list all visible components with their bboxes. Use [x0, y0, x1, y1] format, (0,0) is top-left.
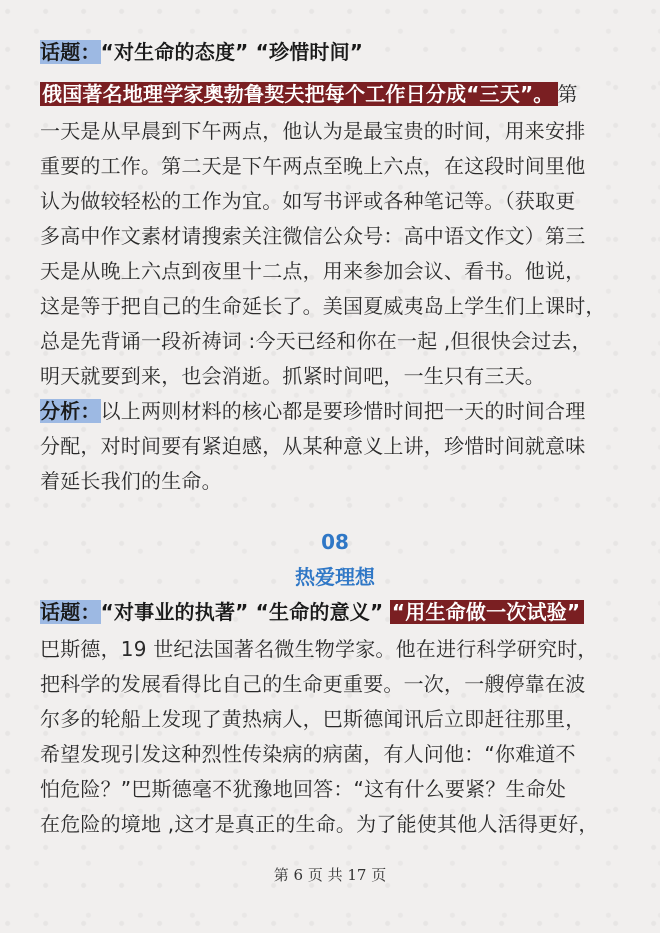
paragraph-line: 在危险的境地 ,这才是真正的生命。为了能使其他人活得更好，	[40, 812, 599, 836]
paragraph-line: 着延长我们的生命。	[40, 469, 222, 493]
topic-label: 话题：	[40, 600, 101, 624]
analysis-line	[40, 395, 630, 427]
topic-label: 话题：	[40, 40, 101, 64]
line-continuation: 第	[557, 82, 578, 106]
paragraph-line: 明天就要到来，也会消逝。抓紧时间吧，一生只有三天。	[40, 364, 545, 388]
paragraph-line: 分配，对时间要有紧迫感，从某种意义上讲，珍惜时间就意味	[40, 434, 586, 458]
paragraph-line: 认为做较轻松的工作为宜。如写书评或各种笔记等。（获取更	[40, 189, 576, 213]
paragraph-line: 天是从晚上六点到夜里十二点，用来参加会议、看书。他说，	[40, 259, 586, 283]
paragraph-line: 重要的工作。第二天是下午两点至晚上六点，在这段时间里他	[40, 154, 586, 178]
analysis-text: 以上两则材料的核心都是要珍惜时间把一天的时间合理	[100, 399, 586, 423]
paragraph-line: 一天是从早晨到下午两点，他认为是最宝贵的时间，用来安排	[40, 119, 586, 143]
page-footer: 第 6 页 共 17 页	[273, 866, 387, 884]
topic-text: “对生命的态度” “珍惜时间”	[100, 40, 364, 64]
topic-line-1	[40, 36, 630, 68]
paragraph-line: 把科学的发展看得比自己的生命更重要。一次，一艘停靠在波	[40, 672, 586, 696]
section-title: 热爱理想	[295, 565, 375, 589]
topic-line-2	[40, 596, 630, 628]
paragraph-line: 这是等于把自己的生命延长了。美国夏威夷岛上学生们上课时，	[40, 294, 606, 318]
highlight-banner: “用生命做一次试验”	[390, 600, 584, 624]
paragraph-line: 尔多的轮船上发现了黄热病人，巴斯德闻讯后立即赶往那里，	[40, 707, 586, 731]
paragraph-line: 巴斯德，19 世纪法国著名微生物学家。他在进行科学研究时，	[40, 637, 598, 661]
highlight-line	[40, 78, 630, 110]
analysis-label: 分析：	[40, 399, 101, 423]
topic-text: “对事业的执著” “生命的意义”	[100, 600, 384, 624]
paragraph-line: 希望发现引发这种烈性传染病的病菌，有人问他：“你难道不	[40, 742, 576, 766]
paragraph-line: 怕危险？”巴斯德毫不犹豫地回答：“这有什么要紧？生命处	[40, 777, 567, 801]
highlight-banner: 俄国著名地理学家奥勃鲁契夫把每个工作日分成“三天”。	[40, 82, 558, 106]
section-number: 08	[321, 530, 349, 554]
paragraph-line: 总是先背诵一段祈祷词 :今天已经和你在一起 ,但很快会过去，	[40, 329, 592, 353]
paragraph-line: 多高中作文素材请搜索关注微信公众号：高中语文作文）第三	[40, 224, 586, 248]
